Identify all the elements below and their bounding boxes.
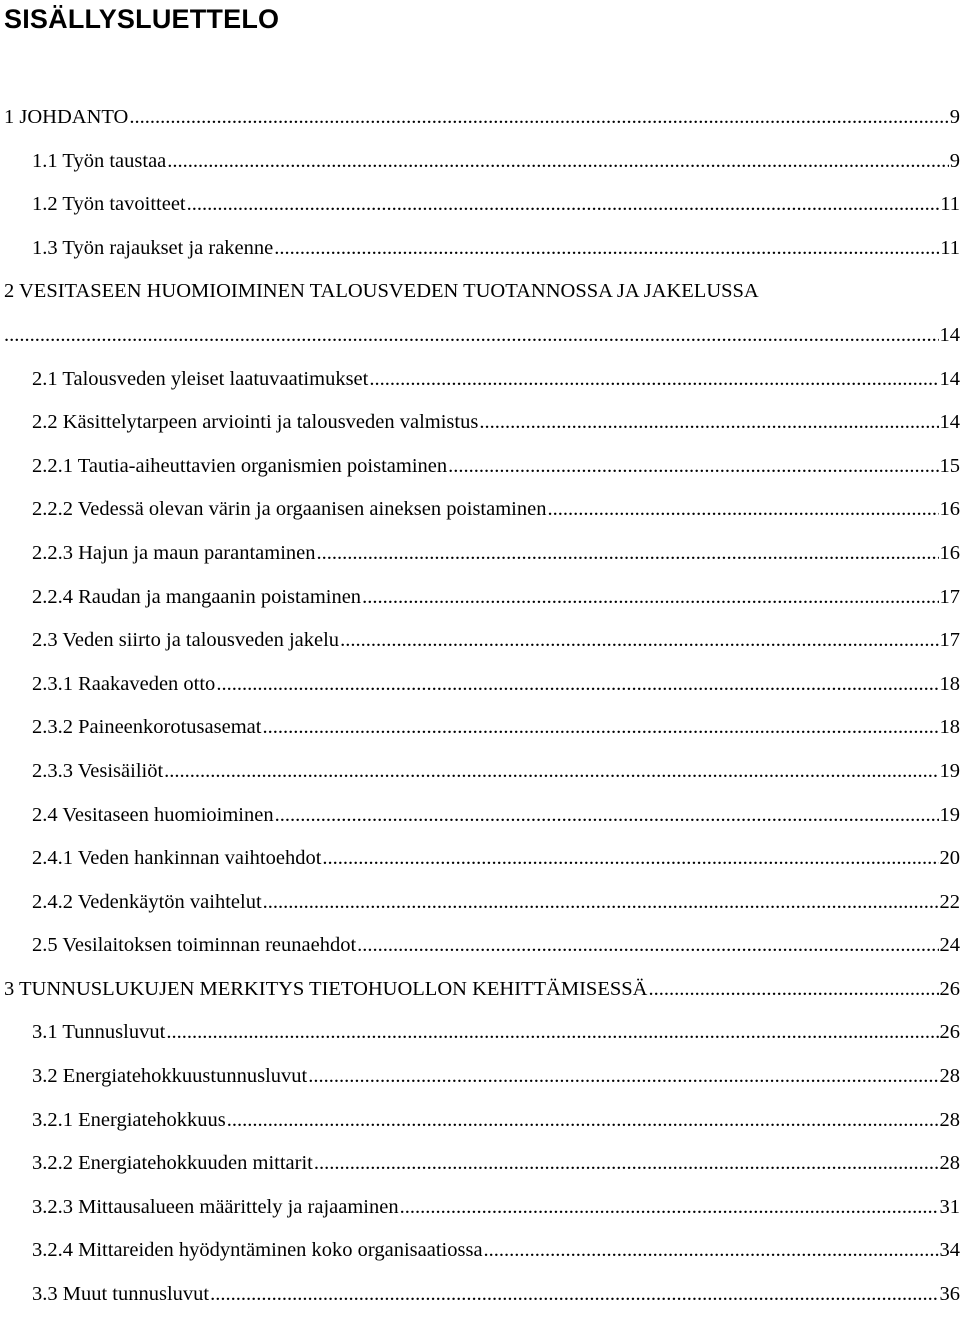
toc-dot-leader [317, 532, 939, 576]
toc-entry[interactable] [0, 576, 960, 620]
toc-entry-row [32, 881, 960, 925]
toc-page-number: 24 [940, 924, 960, 968]
toc-entry[interactable] [0, 619, 960, 663]
toc-page-number: 18 [940, 663, 960, 707]
toc-dot-leader [187, 183, 940, 227]
toc-entry-label: 3.2 Energiatehokkuustunnusluvut [32, 1055, 307, 1099]
toc-dot-leader [227, 1099, 939, 1143]
toc-entry-label: 3.2.1 Energiatehokkuus [32, 1099, 226, 1143]
toc-page-number: 15 [940, 445, 960, 489]
toc-entry[interactable] [0, 663, 960, 707]
toc-entry-row [32, 401, 960, 445]
toc-dot-leader [210, 1273, 938, 1317]
toc-entry-label: 3.2.2 Energiatehokkuuden mittarit [32, 1142, 313, 1186]
toc-page-number: 18 [940, 706, 960, 750]
toc-dot-leader [263, 881, 939, 925]
toc-dot-leader [314, 1142, 939, 1186]
toc-entry-label: 1.3 Työn rajaukset ja rakenne [32, 227, 273, 271]
toc-entry-label: 2.2 Käsittelytarpeen arviointi ja talousveden valmistus [32, 401, 478, 445]
toc-page-number: 17 [940, 576, 960, 620]
toc-page-number: 14 [940, 314, 960, 358]
toc-dot-leader [322, 837, 938, 881]
toc-page-number: 19 [940, 750, 960, 794]
toc-dot-leader [448, 445, 938, 489]
toc-entry[interactable] [0, 445, 960, 489]
toc-dot-leader [362, 576, 938, 620]
toc-entry-row [32, 358, 960, 402]
toc-entry[interactable] [0, 270, 960, 357]
toc-entry-label: 2.4.2 Vedenkäytön vaihtelut [32, 881, 262, 925]
toc-entry-row [32, 532, 960, 576]
toc-entry-row [32, 750, 960, 794]
toc-entry[interactable] [0, 1229, 960, 1273]
toc-page-number: 26 [940, 968, 960, 1012]
toc-entry-label: 2.3 Veden siirto ja talousveden jakelu [32, 619, 339, 663]
toc-entry-label: 2.2.1 Tautia-aiheuttavien organismien poistaminen [32, 445, 447, 489]
toc-entry-label: 2.2.3 Hajun ja maun parantaminen [32, 532, 316, 576]
toc-dot-leader [340, 619, 938, 663]
toc-page-number: 11 [940, 227, 960, 271]
toc-dot-leader [167, 140, 948, 184]
toc-entry-row [32, 837, 960, 881]
toc-entry-row [32, 576, 960, 620]
toc-page-number: 17 [940, 619, 960, 663]
toc-entry[interactable] [0, 183, 960, 227]
toc-page-number: 36 [940, 1273, 960, 1317]
toc-entry-label: 3.1 Tunnusluvut [32, 1011, 165, 1055]
toc-page-number: 26 [940, 1011, 960, 1055]
toc-dot-leader [479, 401, 938, 445]
toc-entry-label: 2.2.4 Raudan ja mangaanin poistaminen [32, 576, 361, 620]
toc-page-number: 20 [940, 837, 960, 881]
toc-entry-row [32, 1099, 960, 1143]
toc-entry[interactable] [0, 794, 960, 838]
toc-page-number: 34 [940, 1229, 960, 1273]
toc-entry[interactable] [0, 140, 960, 184]
toc-entry-label: 2.1 Talousveden yleiset laatuvaatimukset [32, 358, 368, 402]
toc-dot-leader [4, 314, 939, 358]
toc-entry-label: 2.3.1 Raakaveden otto [32, 663, 215, 707]
toc-entry[interactable] [0, 1011, 960, 1055]
toc-entry-row [32, 663, 960, 707]
table-of-contents [0, 96, 960, 1317]
toc-entry-leader-row [4, 314, 960, 358]
toc-dot-leader [274, 227, 939, 271]
toc-entry-label: 2.4 Vesitaseen huomioiminen [32, 794, 274, 838]
toc-entry[interactable] [0, 750, 960, 794]
toc-entry-label: 2.4.1 Veden hankinnan vaihtoehdot [32, 837, 321, 881]
toc-entry-label: 1.1 Työn taustaa [32, 140, 166, 184]
toc-entry[interactable] [0, 1099, 960, 1143]
toc-entry-row [32, 619, 960, 663]
toc-entry-label: 1 JOHDANTO [4, 96, 128, 140]
toc-entry-row [32, 488, 960, 532]
toc-entry-row [32, 706, 960, 750]
toc-entry[interactable] [0, 706, 960, 750]
toc-entry-label: 1.2 Työn tavoitteet [32, 183, 186, 227]
toc-entry[interactable] [0, 401, 960, 445]
toc-dot-leader [308, 1055, 938, 1099]
toc-page-number: 9 [950, 140, 960, 184]
toc-dot-leader [164, 750, 938, 794]
toc-entry[interactable] [0, 1186, 960, 1230]
toc-dot-leader [400, 1186, 939, 1230]
toc-dot-leader [216, 663, 938, 707]
toc-dot-leader [262, 706, 938, 750]
toc-entry[interactable] [0, 1055, 960, 1099]
toc-dot-leader [129, 96, 948, 140]
toc-dot-leader [369, 358, 938, 402]
toc-entry-row [32, 1186, 960, 1230]
toc-page-number: 31 [940, 1186, 960, 1230]
toc-page-number: 16 [940, 488, 960, 532]
toc-page-number: 28 [940, 1099, 960, 1143]
toc-page-number: 14 [940, 401, 960, 445]
toc-entry[interactable] [0, 488, 960, 532]
toc-entry[interactable] [0, 1273, 960, 1317]
toc-entry-label: 3.3 Muut tunnusluvut [32, 1273, 209, 1317]
toc-entry-row [4, 968, 960, 1012]
toc-entry[interactable] [0, 924, 960, 968]
toc-entry-row [32, 1055, 960, 1099]
toc-dot-leader [484, 1229, 939, 1273]
toc-entry[interactable] [0, 1142, 960, 1186]
toc-entry-row [4, 96, 960, 140]
toc-entry[interactable] [0, 532, 960, 576]
toc-page-number: 28 [940, 1055, 960, 1099]
toc-heading: SISÄLLYSLUETTELO [4, 2, 279, 36]
toc-entry-row [32, 1229, 960, 1273]
toc-entry-label: 2.2.2 Vedessä olevan värin ja orgaanisen aineksen poistaminen [32, 488, 546, 532]
toc-entry-row [32, 924, 960, 968]
toc-entry[interactable] [0, 227, 960, 271]
toc-page-number: 11 [940, 183, 960, 227]
toc-entry-row [32, 1011, 960, 1055]
toc-entry-label: 2.3.2 Paineenkorotusasemat [32, 706, 261, 750]
toc-page-number: 28 [940, 1142, 960, 1186]
toc-entry-label: 2.5 Vesilaitoksen toiminnan reunaehdot [32, 924, 356, 968]
toc-entry[interactable] [0, 358, 960, 402]
toc-entry-label: 2.3.3 Vesisäiliöt [32, 750, 163, 794]
toc-entry-row [32, 227, 960, 271]
toc-dot-leader [648, 968, 938, 1012]
toc-dot-leader [357, 924, 938, 968]
toc-entry-label: 3 TUNNUSLUKUJEN MERKITYS TIETOHUOLLON KEHITTÄMISESSÄ [4, 968, 647, 1012]
toc-entry-row [32, 794, 960, 838]
toc-entry[interactable] [0, 96, 960, 140]
toc-entry-row [32, 1273, 960, 1317]
toc-entry-label: 3.2.4 Mittareiden hyödyntäminen koko organisaatiossa [32, 1229, 483, 1273]
toc-entry[interactable] [0, 837, 960, 881]
toc-entry-row [32, 445, 960, 489]
toc-dot-leader [166, 1011, 938, 1055]
toc-entry[interactable] [0, 968, 960, 1012]
toc-entry-row [32, 1142, 960, 1186]
toc-page-number: 22 [940, 881, 960, 925]
toc-page-number: 19 [940, 794, 960, 838]
toc-entry-label: 2 VESITASEEN HUOMIOIMINEN TALOUSVEDEN TUOTANNOSSA JA JAKELUSSA [4, 270, 960, 314]
toc-page-number: 16 [940, 532, 960, 576]
toc-entry-row [32, 140, 960, 184]
toc-entry-label: 3.2.3 Mittausalueen määrittely ja rajaaminen [32, 1186, 399, 1230]
toc-dot-leader [547, 488, 938, 532]
toc-page-number: 9 [950, 96, 960, 140]
toc-dot-leader [275, 794, 939, 838]
toc-entry[interactable] [0, 881, 960, 925]
toc-entry-row [32, 183, 960, 227]
toc-page-number: 14 [940, 358, 960, 402]
